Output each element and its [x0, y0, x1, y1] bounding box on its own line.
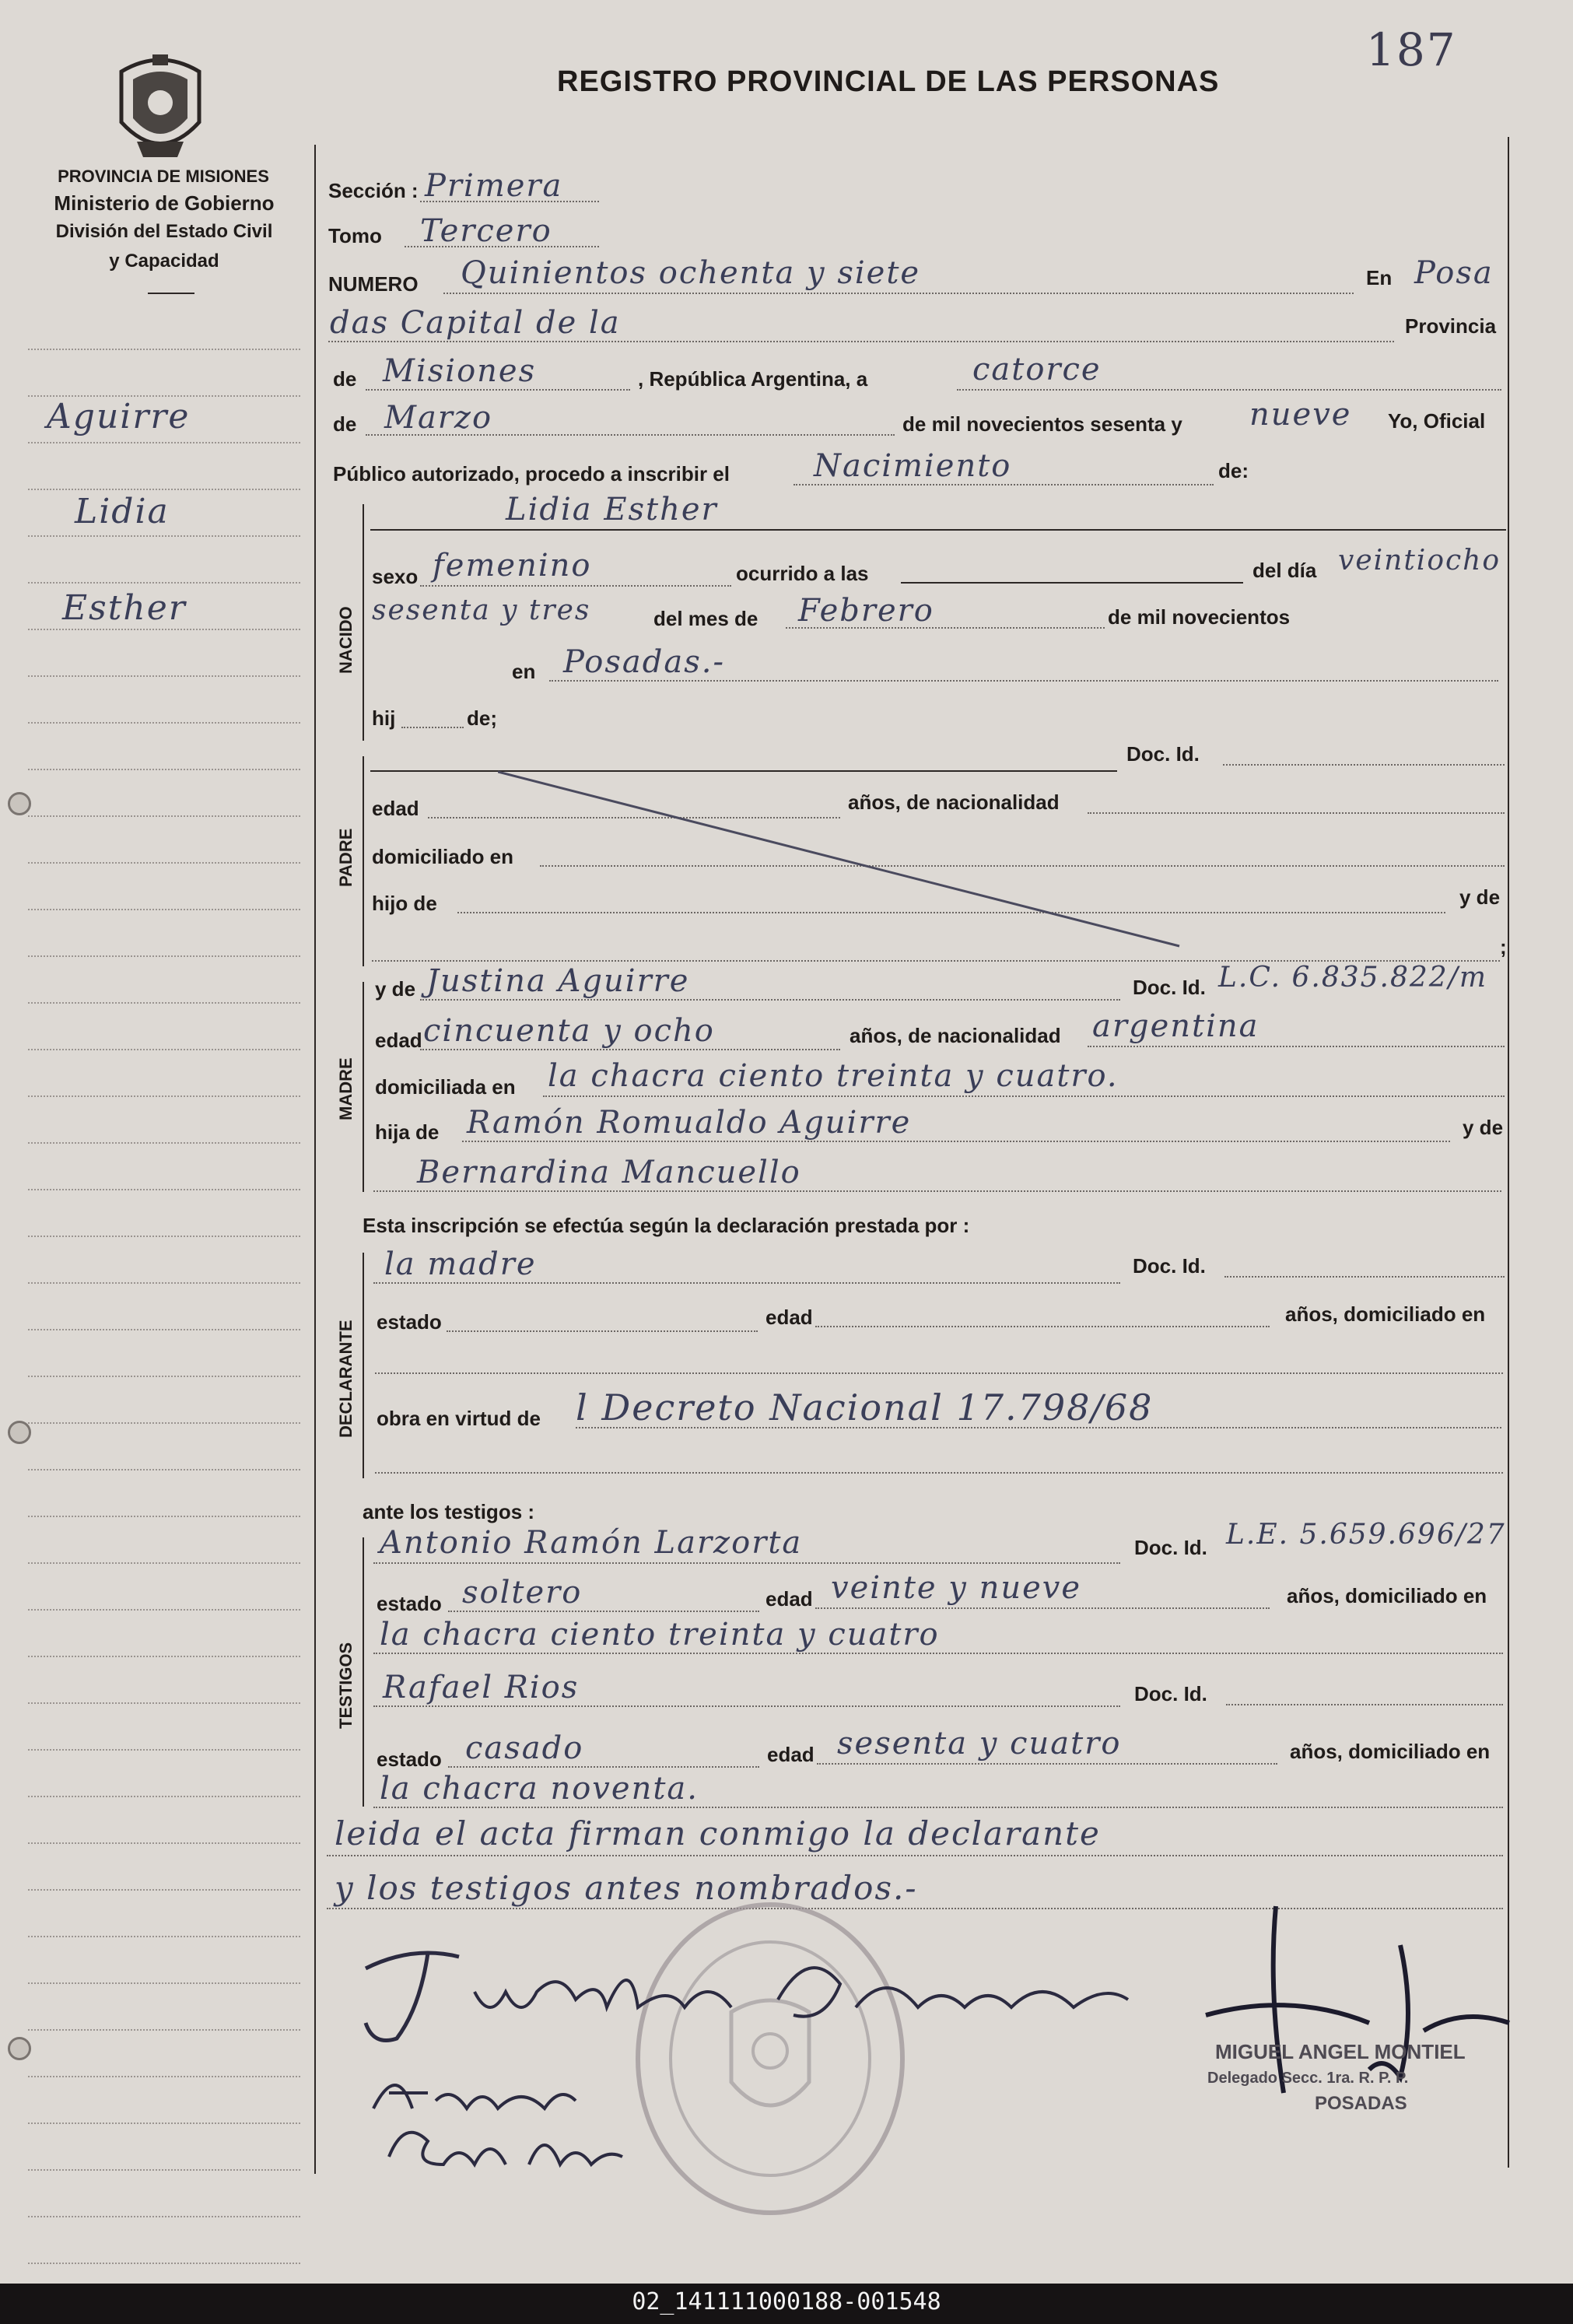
oficial-ciudad: POSADAS: [1315, 2093, 1407, 2114]
testigo1-edad-value: veinte y nueve: [831, 1570, 1082, 1606]
margin-rule-line: [28, 1422, 300, 1424]
obra-value: l Decreto Nacional 17.798/68: [576, 1386, 1154, 1428]
anio-nac-value: sesenta y tres: [372, 594, 591, 626]
padre-bracket: [363, 756, 364, 966]
mes-nac-value: Febrero: [798, 593, 934, 629]
margin-rule-line: [28, 1889, 300, 1891]
testigo2-doc-line: [1226, 1704, 1503, 1705]
declarante-estado-line: [447, 1330, 758, 1332]
signature-testigo2: [373, 2110, 630, 2180]
margin-rule-line: [28, 489, 300, 490]
obra-line: [576, 1427, 1501, 1428]
margin-rule-line: [28, 2029, 300, 2031]
declarante-edad-label: edad: [765, 1306, 813, 1329]
en-lower-label: en: [512, 660, 536, 683]
ciudad-cont-line: [328, 341, 1394, 342]
declarante-edad-line: [815, 1326, 1270, 1327]
acto-line: [794, 484, 1214, 485]
ocurrido-label: ocurrido a las: [736, 562, 869, 585]
lugar-nac-line: [549, 680, 1498, 682]
testigo2-doc-label: Doc. Id.: [1134, 1682, 1207, 1705]
binder-hole: [8, 1421, 31, 1444]
republica-label: , República Argentina, a: [638, 367, 868, 391]
testigo2-nombre-value: Rafael Rios: [383, 1670, 580, 1705]
declarante-doc-label: Doc. Id.: [1133, 1254, 1206, 1278]
anio-inscripcion-value: nueve: [1249, 397, 1352, 433]
issuer-underline: [148, 293, 194, 294]
madre-bracket: [363, 982, 364, 1192]
section-label-declarante: DECLARANTE: [336, 1320, 356, 1438]
page-number: 187: [1366, 23, 1457, 76]
margin-rule-line: [28, 1562, 300, 1564]
testigo1-nombre-value: Antonio Ramón Larzorta: [380, 1525, 803, 1561]
madre-edad-value: cincuenta y ocho: [423, 1013, 715, 1049]
testigo1-dom-line: [373, 1653, 1503, 1654]
en-label: En: [1366, 266, 1393, 289]
madre-dom-label: domiciliada en: [375, 1075, 516, 1099]
testigo1-doc-value: L.E. 5.659.696/27: [1226, 1519, 1506, 1551]
margin-rule-line: [28, 1282, 300, 1284]
nacido-bracket: [363, 504, 364, 741]
madre-nombre-value: Justina Aguirre: [426, 963, 690, 999]
margin-rule-line: [28, 955, 300, 957]
margin-rule-line: [28, 2216, 300, 2217]
padre-y-de-label: y de: [1459, 885, 1501, 909]
ciudad-cont-value: das Capital de la: [330, 305, 621, 341]
madre-dom-value: la chacra ciento treinta y cuatro.: [548, 1058, 1119, 1094]
numero-line: [443, 293, 1354, 294]
margin-rule-line: [28, 769, 300, 770]
del-mes-label: del mes de: [653, 607, 758, 630]
madre-doc-label: Doc. Id.: [1133, 976, 1206, 999]
issuer-line-2: Ministerio de Gobierno: [54, 191, 275, 215]
testigos-label: ante los testigos :: [363, 1500, 535, 1523]
provincia-line: [366, 389, 630, 391]
testigo1-estado-line: [448, 1611, 759, 1612]
seccion-value: Primera: [425, 168, 563, 204]
declarante-bracket: [363, 1253, 364, 1478]
lugar-nac-value: Posadas.-: [563, 644, 725, 680]
margin-name-surname: Aguirre: [47, 397, 191, 436]
hij-line: [401, 727, 464, 728]
seccion-label: Sección :: [328, 179, 419, 202]
obra-line-2: [375, 1472, 1503, 1474]
hij-label: hij: [372, 706, 396, 730]
margin-rule-line: [28, 2169, 300, 2171]
de-label: de: [333, 412, 357, 436]
testigo2-dom-label: años, domiciliado en: [1290, 1740, 1491, 1763]
section-label-padre: PADRE: [336, 828, 356, 887]
declarante-dom-line: [375, 1372, 1503, 1374]
dia-inscripcion-line: [957, 389, 1501, 391]
madre-nombre-line: [420, 999, 1120, 1001]
testigo1-estado-label: estado: [377, 1592, 442, 1615]
margin-rule-line: [28, 1656, 300, 1657]
testigo1-doc-label: Doc. Id.: [1134, 1536, 1207, 1559]
margin-rule-line: [28, 1516, 300, 1517]
madre-edad-label: edad: [375, 1029, 422, 1052]
testigo2-edad-value: sesenta y cuatro: [837, 1726, 1122, 1761]
tomo-value: Tercero: [420, 213, 552, 249]
mes-nac-line: [786, 627, 1105, 629]
issuer-line-3: División del Estado Civil: [55, 221, 273, 242]
margin-rule-line: [28, 722, 300, 724]
de-colon-label: de:: [1218, 459, 1249, 482]
testigo1-edad-label: edad: [765, 1587, 813, 1611]
mil-sesenta-label: de mil novecientos sesenta y: [902, 412, 1182, 436]
madre-dom-line: [543, 1095, 1505, 1097]
dia-nac-value: veintiocho: [1338, 545, 1501, 577]
margin-rule-line: [28, 1049, 300, 1050]
footer-caption: 02_141111000188-001548: [632, 2288, 941, 2315]
yo-oficial-label: Yo, Oficial: [1388, 409, 1486, 433]
issuer-line-1: PROVINCIA DE MISIONES: [58, 167, 269, 186]
binder-hole: [8, 792, 31, 815]
margin-rule-line: [28, 1329, 300, 1330]
padre-doc-label: Doc. Id.: [1126, 742, 1200, 766]
ciudad-value: Posa: [1414, 255, 1494, 291]
numero-label: NUMERO: [328, 272, 419, 296]
testigo2-estado-label: estado: [377, 1747, 442, 1771]
margin-rule-line: [28, 1142, 300, 1144]
madre-y-de-label-2: y de: [1463, 1116, 1504, 1139]
margin-name-middle: Esther: [62, 588, 187, 628]
tomo-line: [405, 246, 599, 247]
margin-rule-line: [28, 535, 300, 537]
margin-rule-line: [28, 862, 300, 864]
padre-nac-label: años, de nacionalidad: [848, 790, 1060, 814]
declarante-line: [373, 1282, 1120, 1284]
oficial-nombre: MIGUEL ANGEL MONTIEL: [1215, 2040, 1466, 2063]
cierre-linea-1: leida el acta firman conmigo la declarante: [335, 1814, 1101, 1853]
madre-y-de-label: y de: [375, 977, 416, 1001]
margin-rule-line: [28, 582, 300, 584]
declaracion-label: Esta inscripción se efectúa según la declaración prestada por :: [363, 1214, 970, 1237]
section-label-madre: MADRE: [336, 1057, 356, 1120]
testigo1-dom-value: la chacra ciento treinta y cuatro: [380, 1617, 940, 1653]
page-title: REGISTRO PROVINCIAL DE LAS PERSONAS: [557, 65, 1220, 98]
margin-rule-line: [28, 1702, 300, 1704]
testigos-bracket: [363, 1537, 364, 1807]
margin-rule-line: [28, 1469, 300, 1470]
testigo2-dom-value: la chacra noventa.: [380, 1771, 699, 1807]
nombre-value: Lidia Esther: [506, 492, 718, 528]
madre-hija-label: hija de: [375, 1120, 440, 1144]
testigo1-nombre-line: [373, 1562, 1120, 1564]
sexo-label: sexo: [372, 565, 419, 588]
padre-doc-line: [1223, 764, 1505, 766]
dia-inscripcion-value: catorce: [972, 352, 1102, 387]
testigo1-estado-value: soltero: [462, 1575, 583, 1611]
madre-edad-line: [420, 1049, 840, 1050]
testigo2-nombre-line: [373, 1705, 1120, 1707]
margin-rule-line: [28, 1189, 300, 1190]
de-semicolon-label: de;: [467, 706, 497, 730]
margin-rule-line: [28, 1002, 300, 1004]
acto-value: Nacimiento: [814, 448, 1012, 484]
declarante-doc-line: [1224, 1276, 1505, 1278]
madre-abuela-line: [373, 1190, 1501, 1192]
madre-nac-line: [1088, 1046, 1505, 1047]
margin-rule-line: [28, 1842, 300, 1844]
padre-semicolon: ;: [1500, 935, 1507, 959]
publico-label: Público autorizado, procedo a inscribir el: [333, 462, 730, 485]
margin-rule-line: [28, 2122, 300, 2124]
margin-rule-line: [28, 1236, 300, 1237]
provincia-value: Misiones: [383, 353, 537, 389]
del-dia-label: del día: [1252, 559, 1317, 582]
testigo1-dom-label: años, domiciliado en: [1287, 1584, 1487, 1607]
padre-edad-label: edad: [372, 797, 419, 820]
madre-doc-value: L.C. 6.835.822/m: [1218, 962, 1487, 994]
seccion-line: [420, 201, 599, 202]
obra-label: obra en virtud de: [377, 1407, 541, 1430]
mes-inscripcion-value: Marzo: [384, 400, 493, 436]
testigo2-estado-value: casado: [465, 1730, 584, 1766]
nombre-line: [370, 529, 1506, 531]
mes-inscripcion-line: [366, 434, 895, 436]
margin-rule-line: [28, 1095, 300, 1097]
margin-rule-line: [28, 1982, 300, 1984]
oficial-cargo: Delegado Secc. 1ra. R. P. P.: [1207, 2070, 1409, 2087]
provincia-label: Provincia: [1405, 314, 1497, 338]
numero-value: Quinientos ochenta y siete: [461, 255, 921, 291]
margin-name-first: Lidia: [75, 492, 170, 531]
declarante-estado-label: estado: [377, 1310, 442, 1334]
padre-dom-label: domiciliado en: [372, 845, 514, 868]
margin-rule-line: [28, 1609, 300, 1611]
margin-rule-line: [28, 2076, 300, 2077]
madre-nac-value: argentina: [1092, 1008, 1259, 1044]
margin-rule-line: [28, 1796, 300, 1797]
madre-abuelo-value: Ramón Romualdo Aguirre: [467, 1105, 912, 1141]
tomo-label: Tomo: [328, 224, 382, 247]
sexo-line: [420, 585, 731, 587]
margin-rule-line: [28, 909, 300, 910]
padre-cancel-stroke: [498, 770, 1182, 949]
margin-rule-line: [28, 815, 300, 817]
hora-line: [901, 582, 1243, 584]
de-label: de: [333, 367, 357, 391]
testigo2-edad-line: [817, 1763, 1277, 1765]
margin-rule-line: [28, 2263, 300, 2264]
cierre-line-1: [327, 1855, 1503, 1856]
testigo1-edad-line: [815, 1607, 1270, 1609]
madre-abuelo-line: [462, 1141, 1450, 1142]
margin-rule-line: [28, 442, 300, 443]
margin-rule-line: [28, 1936, 300, 1937]
margin-rule-line: [28, 1376, 300, 1377]
section-label-nacido: NACIDO: [336, 606, 356, 674]
binder-hole: [8, 2037, 31, 2060]
testigo2-dom-line: [373, 1807, 1503, 1808]
cierre-linea-2: y los testigos antes nombrados.-: [335, 1869, 918, 1907]
margin-rule-line: [28, 349, 300, 350]
padre-hijo-label: hijo de: [372, 892, 437, 915]
madre-abuela-value: Bernardina Mancuello: [417, 1155, 801, 1190]
signature-madre: [342, 1922, 1151, 2054]
declarante-dom-label: años, domiciliado en: [1285, 1302, 1486, 1326]
margin-rule-line: [28, 675, 300, 677]
margin-rule-line: [28, 629, 300, 630]
margin-rule-line: [28, 1749, 300, 1751]
testigo2-edad-label: edad: [767, 1743, 815, 1766]
form-left-border: [314, 145, 316, 2174]
issuer-line-4: y Capacidad: [109, 251, 219, 272]
mil-novecientos-label: de mil novecientos: [1108, 605, 1291, 629]
madre-nac-label: años, de nacionalidad: [850, 1024, 1061, 1047]
sexo-value: femenino: [433, 548, 592, 584]
testigo2-estado-line: [448, 1766, 759, 1768]
provincial-coat-of-arms-icon: [106, 48, 215, 165]
section-label-testigos: TESTIGOS: [336, 1642, 356, 1729]
form-right-border: [1508, 137, 1509, 2168]
declarante-value: la madre: [384, 1246, 537, 1282]
